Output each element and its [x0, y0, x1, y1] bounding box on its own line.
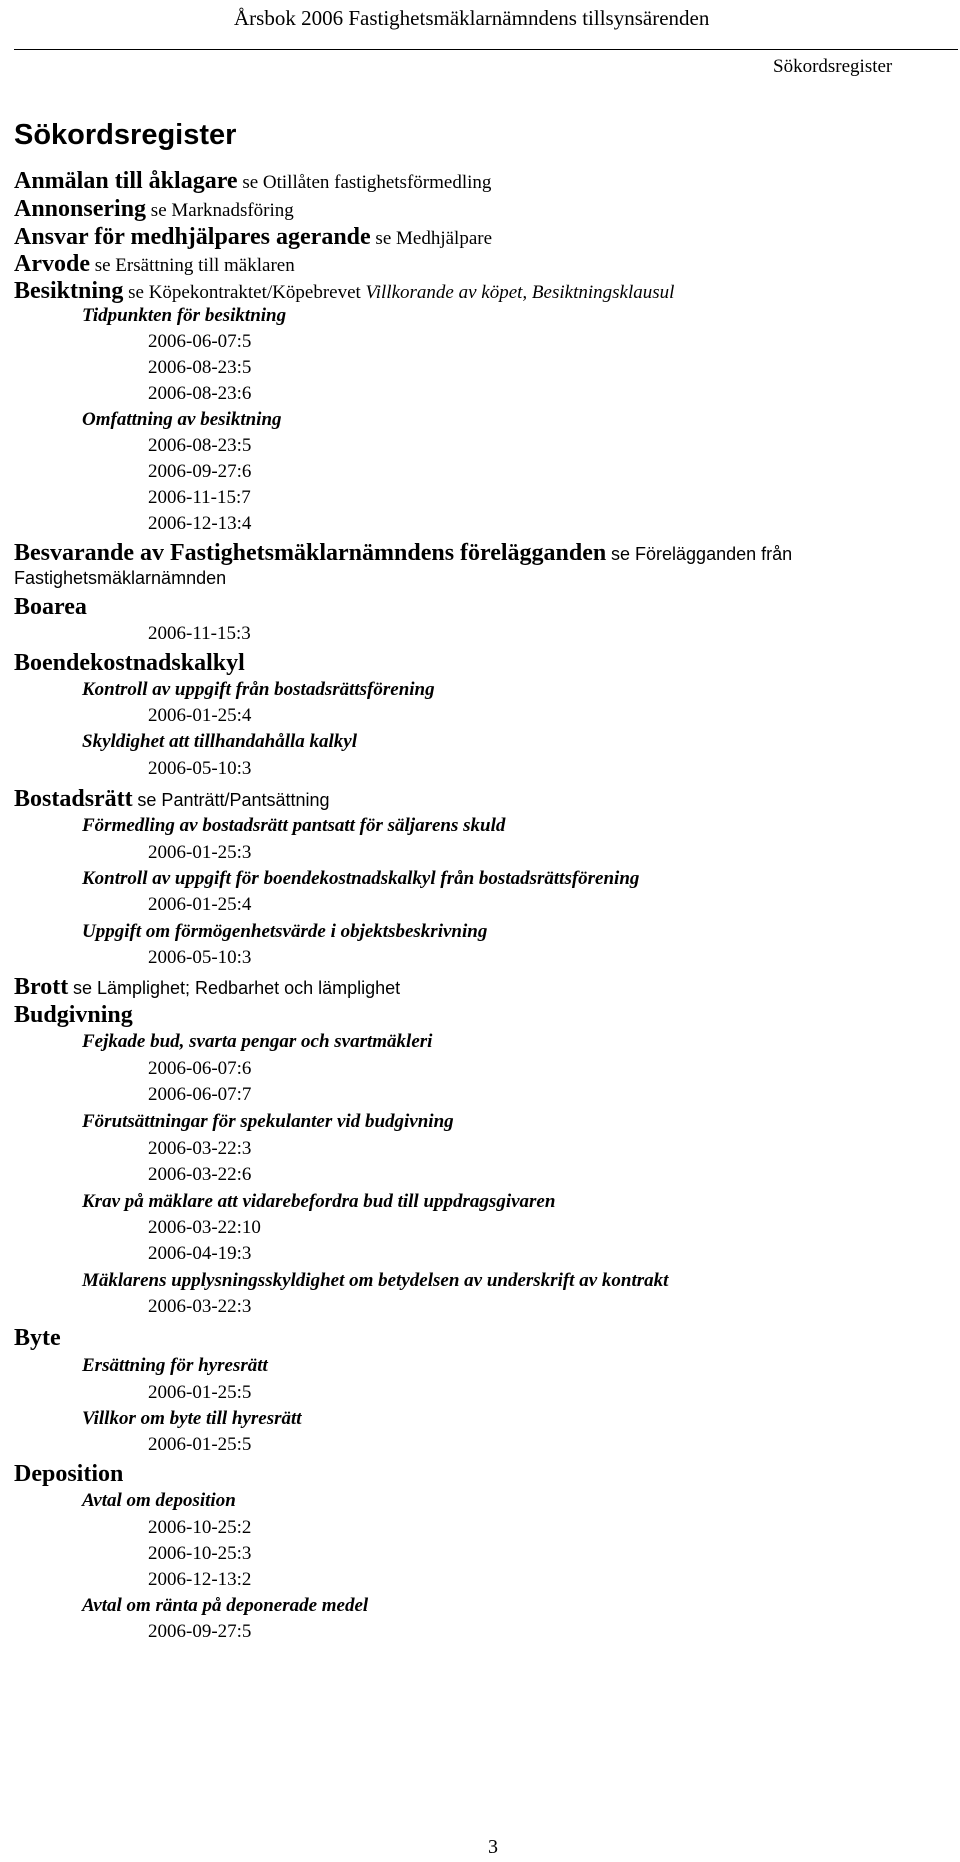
subheading: Skyldighet att tillhandahålla kalkyl — [82, 731, 358, 752]
index-term-budgivning: Budgivning — [14, 1002, 133, 1028]
index-entry-anmalan — [14, 168, 491, 195]
subheading: Krav på mäklare att vidarebefordra bud till uppdragsgivaren — [82, 1191, 556, 1212]
index-term-byte: Byte — [14, 1325, 61, 1351]
case-reference: 2006-01-25:5 — [148, 1434, 252, 1455]
case-reference: 2006-10-25:3 — [148, 1543, 252, 1564]
subheading: Uppgift om förmögenhetsvärde i objektsbeskrivning — [82, 921, 488, 942]
case-reference: 2006-12-13:4 — [148, 513, 252, 534]
index-entry-bostadsratt — [14, 786, 330, 813]
subheading: Kontroll av uppgift från bostadsrättsförening — [82, 679, 435, 700]
see-reference: se Köpekontraktet/Köpebrevet — [128, 282, 361, 303]
running-header-title: Årsbok 2006 Fastighetsmäklarnämndens tillsynsärenden — [234, 6, 710, 30]
see-reference: se Panträtt/Pantsättning — [137, 790, 330, 810]
subheading: Avtal om ränta på deponerade medel — [82, 1595, 369, 1616]
case-reference: 2006-04-19:3 — [148, 1243, 252, 1264]
running-header-section: Sökordsregister — [773, 56, 893, 77]
case-reference: 2006-01-25:4 — [148, 894, 252, 915]
index-entry-ansvar — [14, 224, 492, 251]
subheading: Omfattning av besiktning — [82, 409, 282, 430]
see-reference: se Marknadsföring — [150, 200, 294, 221]
index-term: Ansvar för medhjälpares agerande — [14, 224, 371, 250]
index-entry-brott — [14, 974, 400, 1001]
index-term: Bostadsrätt — [14, 786, 133, 812]
subheading: Mäklarens upplysningsskyldighet om betydelsen av underskrift av kontrakt — [82, 1270, 669, 1291]
subheading: Tidpunkten för besiktning — [82, 305, 287, 326]
case-reference: 2006-03-22:3 — [148, 1138, 252, 1159]
case-reference: 2006-08-23:5 — [148, 357, 252, 378]
case-reference: 2006-06-07:5 — [148, 331, 252, 352]
index-term: Besiktning — [14, 278, 124, 304]
subheading: Förutsättningar för spekulanter vid budgivning — [82, 1111, 454, 1132]
case-reference: 2006-11-15:3 — [148, 623, 251, 644]
case-reference: 2006-08-23:6 — [148, 383, 252, 404]
case-reference: 2006-05-10:3 — [148, 947, 252, 968]
index-term-deposition: Deposition — [14, 1461, 124, 1487]
subheading: Villkor om byte till hyresrätt — [82, 1408, 302, 1429]
see-reference-italic: Villkorande av köpet, Besiktningsklausul — [365, 282, 675, 303]
see-reference-continued: Fastighetsmäklarnämnden — [14, 568, 227, 588]
subheading: Förmedling av bostadsrätt pantsatt för säljarens skuld — [82, 815, 506, 836]
case-reference: 2006-01-25:4 — [148, 705, 252, 726]
header-rule — [14, 49, 958, 50]
case-reference: 2006-11-15:7 — [148, 487, 251, 508]
subheading: Fejkade bud, svarta pengar och svartmäkleri — [82, 1031, 433, 1052]
see-reference: se Otillåten fastighetsförmedling — [242, 172, 492, 193]
see-reference: se Lämplighet; Redbarhet och lämplighet — [72, 978, 401, 998]
case-reference: 2006-08-23:5 — [148, 435, 252, 456]
case-reference: 2006-01-25:3 — [148, 842, 252, 863]
case-reference: 2006-03-22:10 — [148, 1217, 261, 1238]
subheading: Avtal om deposition — [82, 1490, 236, 1511]
case-reference: 2006-12-13:2 — [148, 1569, 252, 1590]
index-entry-besvarande — [14, 540, 792, 567]
case-reference: 2006-09-27:6 — [148, 461, 252, 482]
case-reference: 2006-06-07:6 — [148, 1058, 252, 1079]
see-reference: se Ersättning till mäklaren — [94, 255, 295, 276]
case-reference: 2006-09-27:5 — [148, 1621, 252, 1642]
case-reference: 2006-03-22:6 — [148, 1164, 252, 1185]
index-term-boarea: Boarea — [14, 594, 87, 620]
index-term: Besvarande av Fastighetsmäklarnämndens förelägganden — [14, 540, 607, 566]
case-reference: 2006-03-22:3 — [148, 1296, 252, 1317]
index-term: Arvode — [14, 251, 90, 277]
index-term: Anmälan till åklagare — [14, 168, 238, 194]
index-entry-annonsering — [14, 196, 294, 223]
case-reference: 2006-06-07:7 — [148, 1084, 252, 1105]
case-reference: 2006-01-25:5 — [148, 1382, 252, 1403]
index-term-boendekostnadskalkyl: Boendekostnadskalkyl — [14, 650, 245, 676]
page-number: 3 — [488, 1836, 498, 1858]
subheading: Ersättning för hyresrätt — [82, 1355, 268, 1376]
case-reference: 2006-10-25:2 — [148, 1517, 252, 1538]
subheading: Kontroll av uppgift för boendekostnadskalkyl från bostadsrättsförening — [82, 868, 640, 889]
index-term: Brott — [14, 974, 69, 1000]
see-reference: se Medhjälpare — [375, 228, 493, 249]
index-term: Annonsering — [14, 196, 147, 222]
index-entry-besiktning — [14, 278, 674, 305]
case-reference: 2006-05-10:3 — [148, 758, 252, 779]
page-title: Sökordsregister — [14, 119, 237, 151]
see-reference: se Förelägganden från — [611, 544, 793, 564]
index-entry-arvode — [14, 251, 295, 278]
